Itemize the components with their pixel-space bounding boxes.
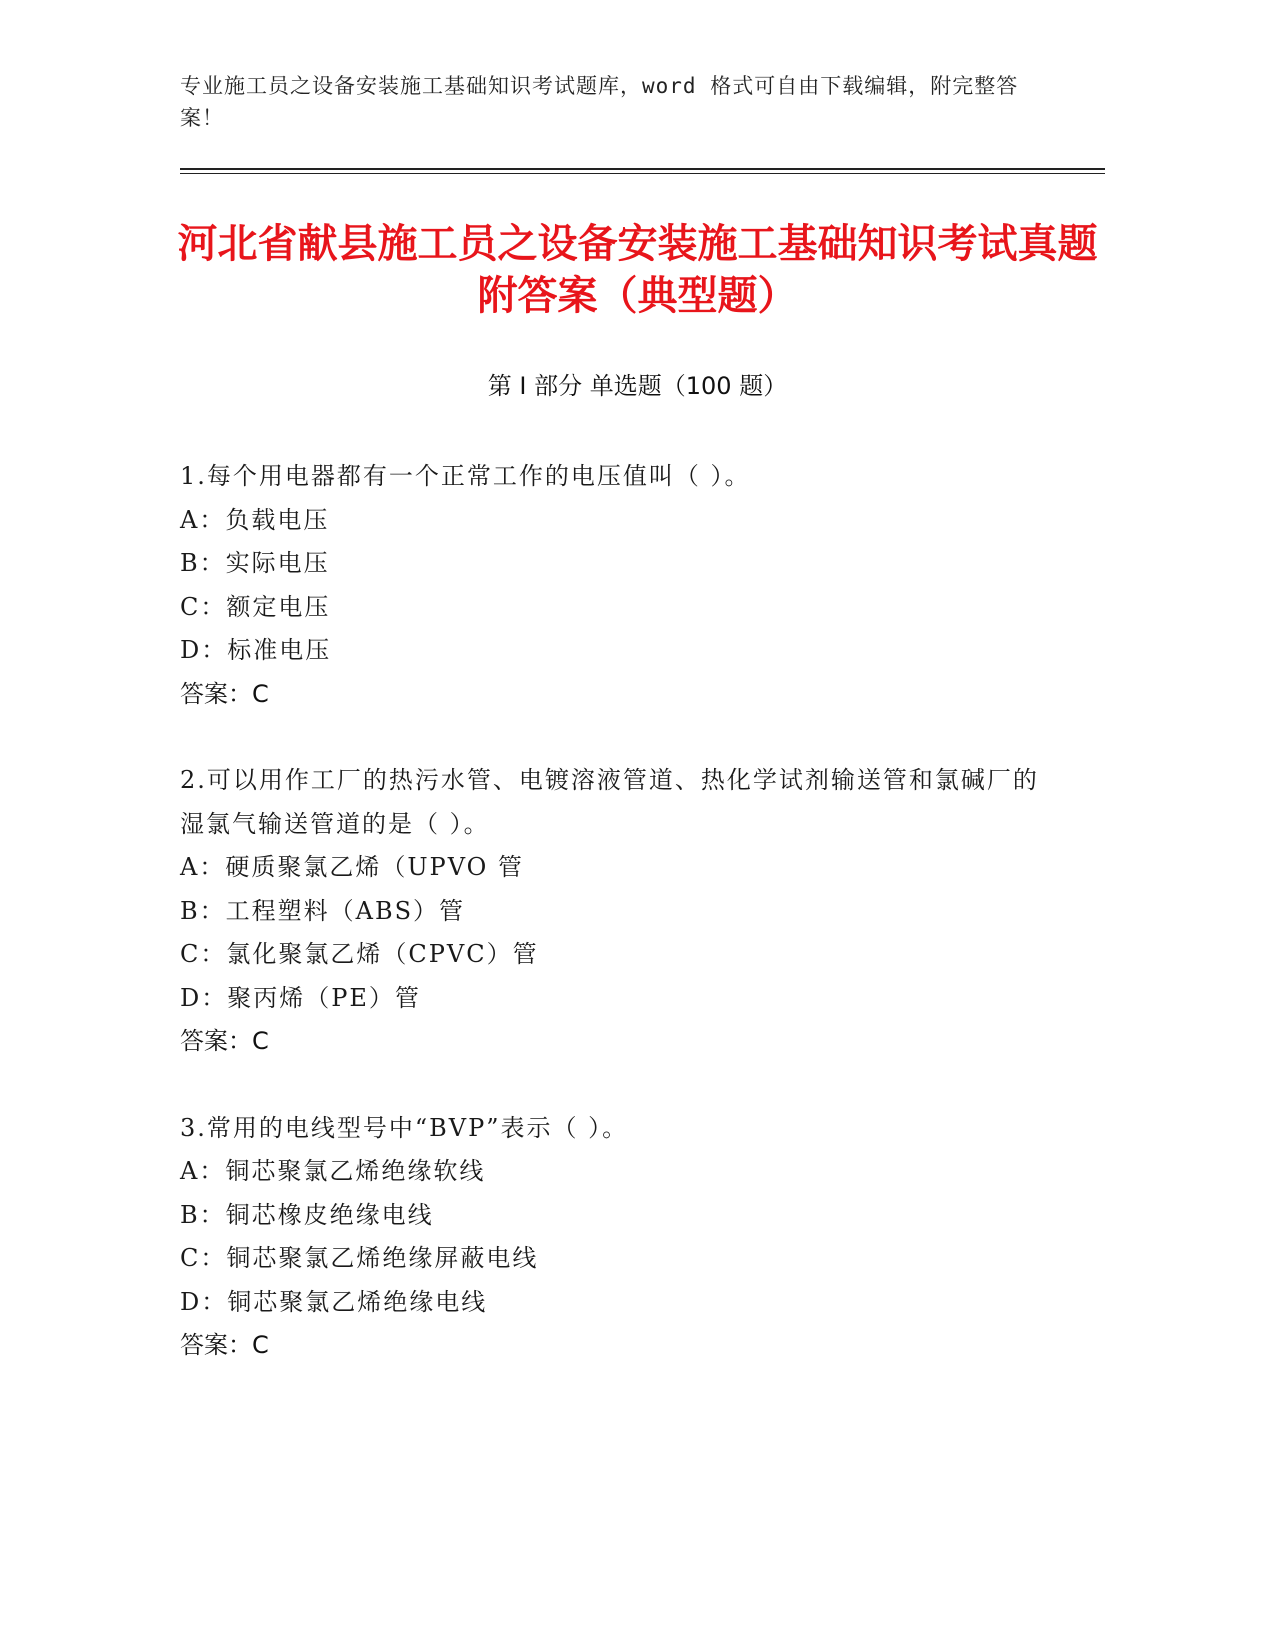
option-d: D：标准电压 (180, 636, 332, 664)
option-d: D：铜芯聚氯乙烯绝缘电线 (180, 1287, 488, 1316)
question-stem: 3.常用的电线型号中“BVP”表示（ ）。 (180, 1113, 629, 1142)
document-title: 河北省献县施工员之设备安装施工基础知识考试真题附答案（典型题） (177, 221, 1098, 319)
option-c: C：氯化聚氯乙烯（CPVC）管 (180, 940, 539, 968)
question-item (180, 759, 1050, 1064)
question-stem: 1.每个用电器都有一个正常工作的电压值叫（ ）。 (180, 462, 751, 490)
header-divider-thin (180, 173, 1105, 174)
option-b: B：工程塑料（ABS）管 (180, 896, 466, 925)
section-title: 第 I 部分 单选题（100 题） (487, 372, 788, 400)
question-stem: 2.可以用作工厂的热污水管、电镀溶液管道、热化学试剂输送管和氯碱厂的湿氯气输送管道的是（ ）。 (180, 766, 1039, 838)
option-b: B：铜芯橡皮绝缘电线 (180, 1200, 434, 1229)
option-c: C：铜芯聚氯乙烯绝缘屏蔽电线 (180, 1244, 539, 1272)
option-d: D：聚丙烯（PE）管 (180, 983, 421, 1012)
option-a: A：铜芯聚氯乙烯绝缘软线 (180, 1157, 486, 1185)
answer-line: 答案：C (180, 1027, 269, 1055)
option-b: B：实际电压 (180, 549, 330, 577)
answer-line: 答案：C (180, 679, 269, 708)
option-a: A：负载电压 (180, 505, 330, 534)
header-note: 专业施工员之设备安装施工基础知识考试题库，word 格式可自由下载编辑，附完整答案！ (180, 74, 1019, 130)
option-c: C：额定电压 (180, 592, 331, 621)
option-a: A：硬质聚氯乙烯（UPVO 管 (180, 853, 524, 881)
header-divider-thick (180, 168, 1105, 170)
question-spacer (180, 716, 1050, 759)
question-list (180, 455, 1050, 1368)
answer-line: 答案：C (180, 1331, 269, 1359)
question-item (180, 455, 1050, 716)
question-item (180, 1107, 1050, 1368)
question-spacer (180, 1064, 1050, 1107)
